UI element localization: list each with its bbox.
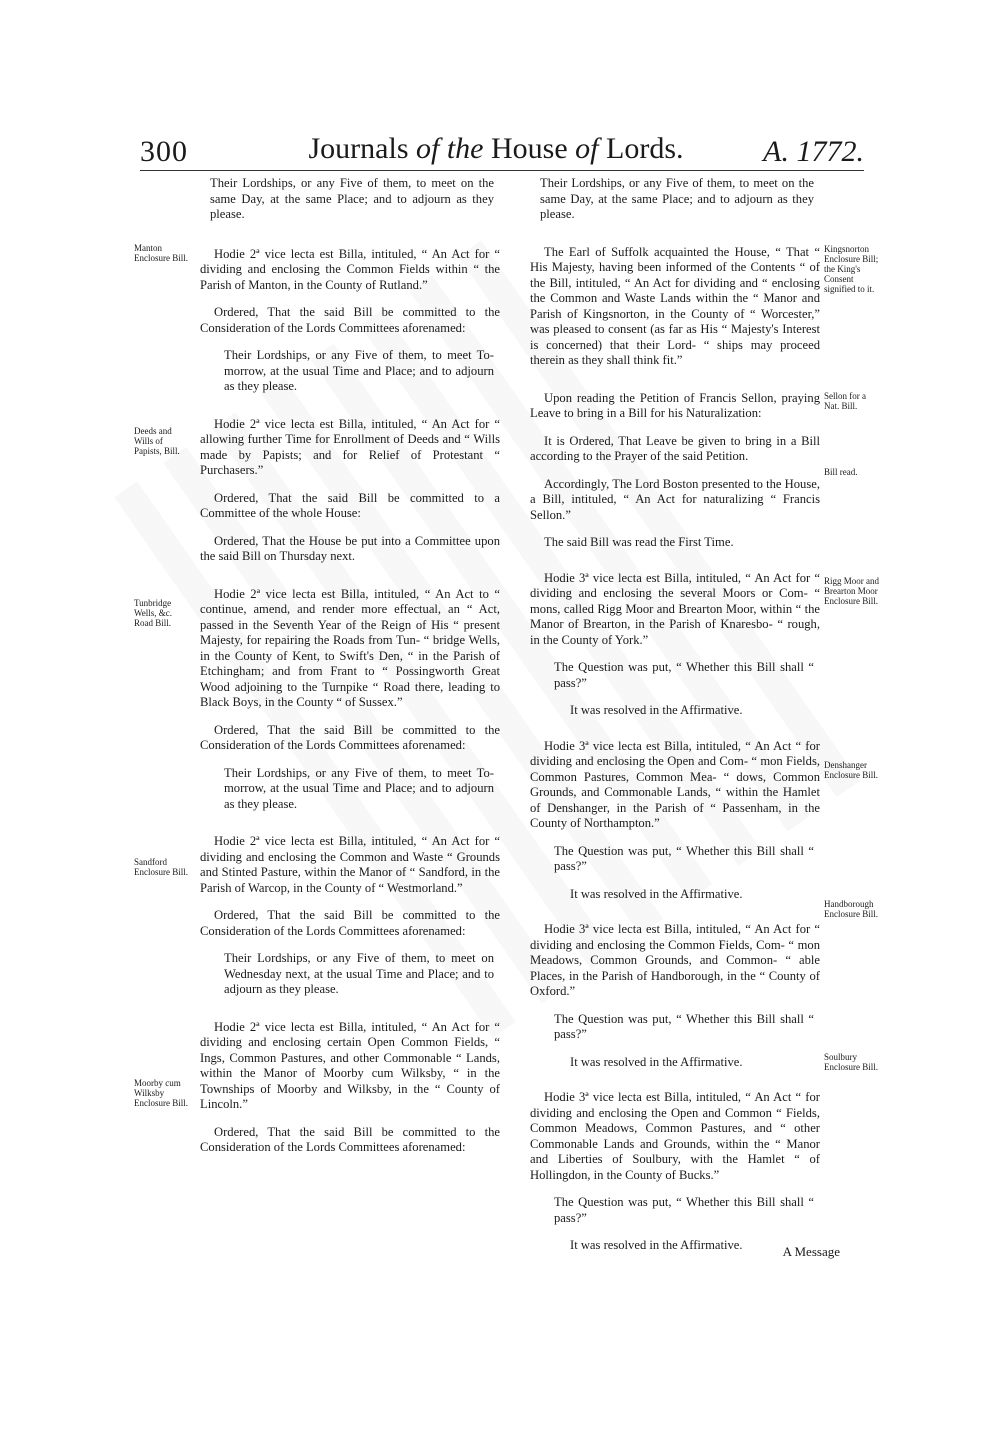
paragraph: Hodie 2ª vice lecta est Billa, intituled, “ An Act for “ dividing and enclosing the Common and Waste “ Grounds and Stinted Pasture, within the Manor of “ Sandford, in the Parish of Warcop, in the County of “ Westmorland.”: [200, 834, 500, 895]
catchword: A Message: [782, 1244, 840, 1259]
page-number: 300: [140, 135, 188, 168]
paragraph: The Question was put, “ Whether this Bill shall “ pass?”: [554, 1011, 814, 1041]
title-word: of: [416, 132, 440, 165]
paragraph: The Question was put, “ Whether this Bill shall “ pass?”: [554, 843, 814, 873]
margin-note: Denshanger Enclosure Bill.: [824, 760, 878, 780]
title-word: Lords.: [606, 132, 684, 165]
paragraph: Hodie 3ª vice lecta est Billa, intituled, “ An Act “ for dividing and enclosing the Open and Com- “ mon Fields, Common Pastures, Common Mea- “ dows, Common Grounds, and Commonable Lands, “ within the Hamlet of Denshanger, in the Parish of “ Passenham, in the County of Northampton.”: [530, 738, 820, 830]
paragraph: Their Lordships, or any Five of them, to meet on Wednesday next, at the usual Time and Place; and to adjourn as they please.: [224, 951, 494, 996]
paragraph: It was resolved in the Affirmative.: [570, 703, 743, 717]
margin-note: Bill read.: [824, 467, 858, 477]
paragraph: Ordered, That the said Bill be committed to the Consideration of the Lords Committees aforenamed:: [200, 722, 500, 752]
margin-note: Rigg Moor and Brearton Moor Enclosure Bill.: [824, 576, 879, 606]
year: A. 1772.: [763, 135, 864, 168]
paragraph: Hodie 2ª vice lecta est Billa, intituled, “ An Act to “ continue, amend, and render more effectual, an “ Act, passed in the Seventh Year of the Reign of His “ present Majesty, for repairing the Roads from Tun- “ bridge Wells, in the County of Kent, to Swift's Den, “ in the Parish of Etchingham; and from Frant to “ Possingworth Great Wood adjoining to the Turnpike “ Road there, leading to Black Boys, in the County “ of Sussex.”: [200, 586, 500, 709]
paragraph: It was resolved in the Affirmative.: [570, 886, 743, 901]
right-column: [530, 176, 820, 1266]
paragraph: The Question was put, “ Whether this Bill shall “ pass?”: [554, 1195, 814, 1225]
paragraph: Their Lordships, or any Five of them, to meet To-morrow, at the usual Time and Place; and to adjourn as they please.: [224, 765, 494, 811]
margin-note: Moorby cum Wilksby Enclosure Bill.: [134, 1078, 188, 1108]
header-rule: [140, 170, 864, 171]
title-word: the: [446, 132, 484, 165]
paragraph: Hodie 3ª vice lecta est Billa, intituled, “ An Act for “ dividing and enclosing the Common Fields, Com- “ mon Meadows, Common Grounds, and Common- “ able Places, in the Parish of Handborough, in the “ County of Oxford.”: [530, 922, 820, 998]
margin-note: Soulbury Enclosure Bill.: [824, 1052, 878, 1072]
paragraph: Hodie 2ª vice lecta est Billa, intituled, “ An Act for “ dividing and enclosing the Common Fields within “ the Parish of Manton, in the County of Rutland.”: [200, 246, 500, 292]
paragraph: Upon reading the Petition of Francis Sellon, praying Leave to bring in a Bill for his Naturalization:: [530, 390, 820, 420]
paragraph: Ordered, That the said Bill be committed to the Consideration of the Lords Committees aforenamed:: [200, 1124, 500, 1154]
margin-note: Sandford Enclosure Bill.: [134, 857, 188, 877]
paragraph: The Earl of Suffolk acquainted the House, “ That “ His Majesty, having been informed of the Contents “ of the Bill, intituled, “ An Act for dividing and “ enclosing the Common and Waste Lands within the “ Manor and Parish of Kingsnorton, in the County of “ Worcester,” was pleased to consent (as far as His “ Majesty's Interest is concerned) that their Lord- “ ships may proceed therein as they shall think fit.”: [530, 244, 820, 367]
paragraph: Ordered, That the said Bill be committed to the Consideration of the Lords Committees aforenamed:: [200, 908, 500, 938]
paragraph: It is Ordered, That Leave be given to bring in a Bill according to the Prayer of the said Petition.: [530, 433, 820, 463]
paragraph: Their Lordships, or any Five of them, to meet on the same Day, at the same Place; and to adjourn as they please.: [540, 176, 814, 221]
title-word: Journals: [308, 132, 409, 165]
paragraph: Ordered, That the said Bill be committed to the Consideration of the Lords Committees aforenamed:: [200, 305, 500, 335]
paragraph: Hodie 2ª vice lecta est Billa, intituled, “ An Act for “ allowing further Time for Enrollment of Deeds and “ Wills made by Papists; and for Relief of Protestant “ Purchasers.”: [200, 416, 500, 477]
paragraph: Ordered, That the House be put into a Committee upon the said Bill on Thursday next.: [200, 533, 500, 563]
paragraph: Accordingly, The Lord Boston presented to the House, a Bill, intituled, “ An Act for naturalizing “ Francis Sellon.”: [530, 476, 820, 522]
paragraph: It was resolved in the Affirmative.: [570, 1054, 743, 1069]
paragraph: The said Bill was read the First Time.: [544, 535, 734, 549]
title-word: House: [491, 132, 568, 165]
paragraph: Their Lordships, or any Five of them, to meet To-morrow, at the usual Time and Place; and to adjourn as they please.: [224, 348, 494, 393]
paragraph: It was resolved in the Affirmative.: [570, 1238, 743, 1252]
paragraph: Their Lordships, or any Five of them, to meet on the same Day, at the same Place; and to adjourn as they please.: [210, 176, 494, 221]
paragraph: Ordered, That the said Bill be committed to a Committee of the whole House:: [200, 490, 500, 520]
paragraph: Hodie 3ª vice lecta est Billa, intituled, “ An Act for “ dividing and enclosing the several Moors or Com- “ mons, called Rigg Moor and Brearton Moor, within “ the Manor of Brearton, in the Parish of Knaresbo- “ rough, in the County of York.”: [530, 570, 820, 647]
margin-note: Tunbridge Wells, &c. Road Bill.: [134, 598, 173, 628]
margin-note: Manton Enclosure Bill.: [134, 243, 188, 263]
paragraph: The Question was put, “ Whether this Bill shall “ pass?”: [554, 660, 814, 690]
left-column: [200, 176, 500, 1168]
margin-note: Sellon for a Nat. Bill.: [824, 391, 866, 411]
paragraph: Hodie 3ª vice lecta est Billa, intituled, “ An Act “ for dividing and enclosing the Open and Common “ Fields, Common Meadows, Common Pastures, and “ other Commonable Lands and Grounds, within the “ Manor and Liberties of Soulbury, with the Hamlet “ of Hollingdon, in the County of Bucks.”: [530, 1090, 820, 1182]
title-word: of: [575, 132, 599, 165]
paragraph: Hodie 2ª vice lecta est Billa, intituled, “ An Act for “ dividing and enclosing certain Open Common Fields, “ Ings, Common Pastures, and other Commonable “ Lands, within the Manor of Moorby cum Wilksby, “ in the Townships of Moorby and Wilksby, in the “ County of Lincoln.”: [200, 1019, 500, 1111]
margin-note: Kingsnorton Enclosure Bill; the King's Consent signified to it.: [824, 244, 879, 294]
margin-note: Handborough Enclosure Bill.: [824, 899, 878, 919]
margin-note: Deeds and Wills of Papists, Bill.: [134, 426, 180, 456]
